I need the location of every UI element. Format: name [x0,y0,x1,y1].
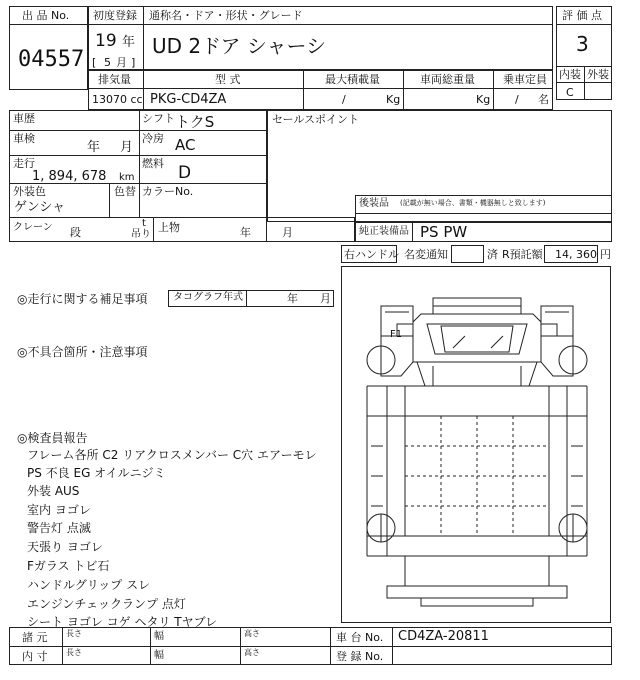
tachograph-label: タコグラフ年式 [173,292,243,303]
model-name: UD 2ドア シャーシ [152,34,327,58]
mileage-unit: km [119,172,135,183]
report-line: 室内 ヨゴレ [27,503,91,517]
equipment-value: PS PW [420,223,468,241]
cargo-width-label: 幅 [154,631,164,642]
driving-heading: ◎走行に関する補足事項 [17,292,148,306]
color-no-label: カラーNo. [142,185,194,198]
truck-diagram [341,266,611,623]
inspection-year-unit: 年 [87,140,101,155]
recycle-prefix: 済 [487,248,498,261]
mileage-value: 1, 894, 678 [32,169,107,184]
gross-weight-label: 車両総重量 [420,73,475,86]
capacity-value: / [515,93,519,106]
name-label: 通称名・ドア・形状・グレード [149,9,303,22]
reg-label: 初度登録 [93,9,137,22]
capacity-label: 乗車定員 [503,73,547,86]
recycle-label: R預託額 [502,248,543,261]
exterior-color-label: 外装色 [13,185,46,198]
sales-points-label: セールスポイント [272,113,360,126]
exterior-color-value: ゲンシャ [14,200,66,215]
chassis-number: CD4ZA-20811 [398,629,489,644]
model-label: 型 式 [215,73,241,86]
aircon-value: AC [175,136,196,154]
crane-stage-unit: 段 [70,226,81,239]
crane-ton-unit: t [142,218,146,229]
grade-value: 3 [576,32,589,56]
max-load-label: 最大積載量 [325,73,380,86]
report-line: エンジンチェックランプ 点灯 [27,597,186,611]
recycle-amount: 14, 360 [555,248,597,261]
inspector-heading: ◎検査員報告 [17,431,88,445]
reg-month: 5 [104,56,111,69]
report-line: 天張り ヨゴレ [27,540,103,554]
tachograph-year-unit: 年 [287,292,298,305]
fuel-value: D [178,163,192,183]
mileage-label: 走行 [13,157,35,170]
registration-label: 登 録 No. [336,650,384,663]
displacement-label: 排気量 [98,73,131,86]
aircon-label: 冷房 [142,132,164,145]
upper-label: 上物 [158,221,180,234]
exterior-label: 外装 [587,68,609,81]
upper-year-unit: 年 [240,226,251,239]
interior-length-label: 長さ [66,648,82,657]
max-load-value: / [342,93,346,106]
cargo-length-label: 長さ [66,629,82,638]
chassis-label: 車 台 No. [336,631,384,644]
reg-year: 19 [95,31,117,51]
inspection-label: 車検 [13,132,35,145]
tachograph-month-unit: 月 [320,292,331,305]
cargo-label: 諸 元 [22,631,48,644]
color-change-label: 色替 [114,185,136,198]
history-label: 車歴 [13,112,35,125]
displacement-value: 13070 cc [92,93,143,106]
interior-dim-label: 内 寸 [22,650,48,663]
lot-number: 04557 [18,47,85,72]
reg-month-unit: 月 [116,56,127,69]
bracket-open: [ [92,56,97,69]
defects-heading: ◎不具合箇所・注意事項 [17,345,148,359]
equipment-label: 純正装備品 [359,226,409,237]
report-line: Fガラス トビ石 [27,559,110,573]
reg-year-unit: 年 [122,35,136,50]
report-line: ハンドルグリップ スレ [27,578,151,592]
interior-grade: C [566,86,574,99]
aftermarket-note: (記載が無い場合、書類・機器無しと致します) [400,199,546,207]
shift-value: トクS [175,113,215,131]
crane-label: クレーン [13,222,53,233]
damage-marker: F1 [390,329,403,340]
interior-height-label: 高さ [244,648,260,657]
lot-label: 出 品 No. [22,9,70,22]
inspection-month-unit: 月 [120,140,134,155]
recycle-unit: 円 [600,248,611,261]
grade-label: 評 価 点 [562,9,602,22]
interior-label: 内装 [559,68,581,81]
capacity-unit: 名 [538,93,549,106]
aftermarket-label: 後装品 [359,198,389,209]
name-change-box [451,245,484,263]
upper-box [153,217,355,242]
report-line: PS 不良 EG オイルニジミ [27,466,166,480]
crane-lift-unit: 吊り [131,229,151,240]
max-load-unit: Kg [386,93,401,106]
name-change-label: 名変通知 [404,248,448,261]
model-code: PKG-CD4ZA [150,92,227,107]
bracket-close: ] [131,56,136,69]
steering-value: 右ハンドル [344,248,399,261]
upper-month-unit: 月 [282,226,293,239]
report-line: フレーム各所 C2 リアクロスメンバー C穴 エアーモレ [27,448,317,462]
report-line: 警告灯 点滅 [27,521,91,535]
gross-weight-unit: Kg [476,93,491,106]
interior-width-label: 幅 [154,650,164,661]
cargo-height-label: 高さ [244,629,260,638]
fuel-label: 燃料 [142,157,164,170]
report-line: シート ヨゴレ コゲ ヘタリ Tヤブレ [27,615,218,629]
shift-label: シフト [142,112,175,125]
report-line: 外装 AUS [27,484,80,498]
